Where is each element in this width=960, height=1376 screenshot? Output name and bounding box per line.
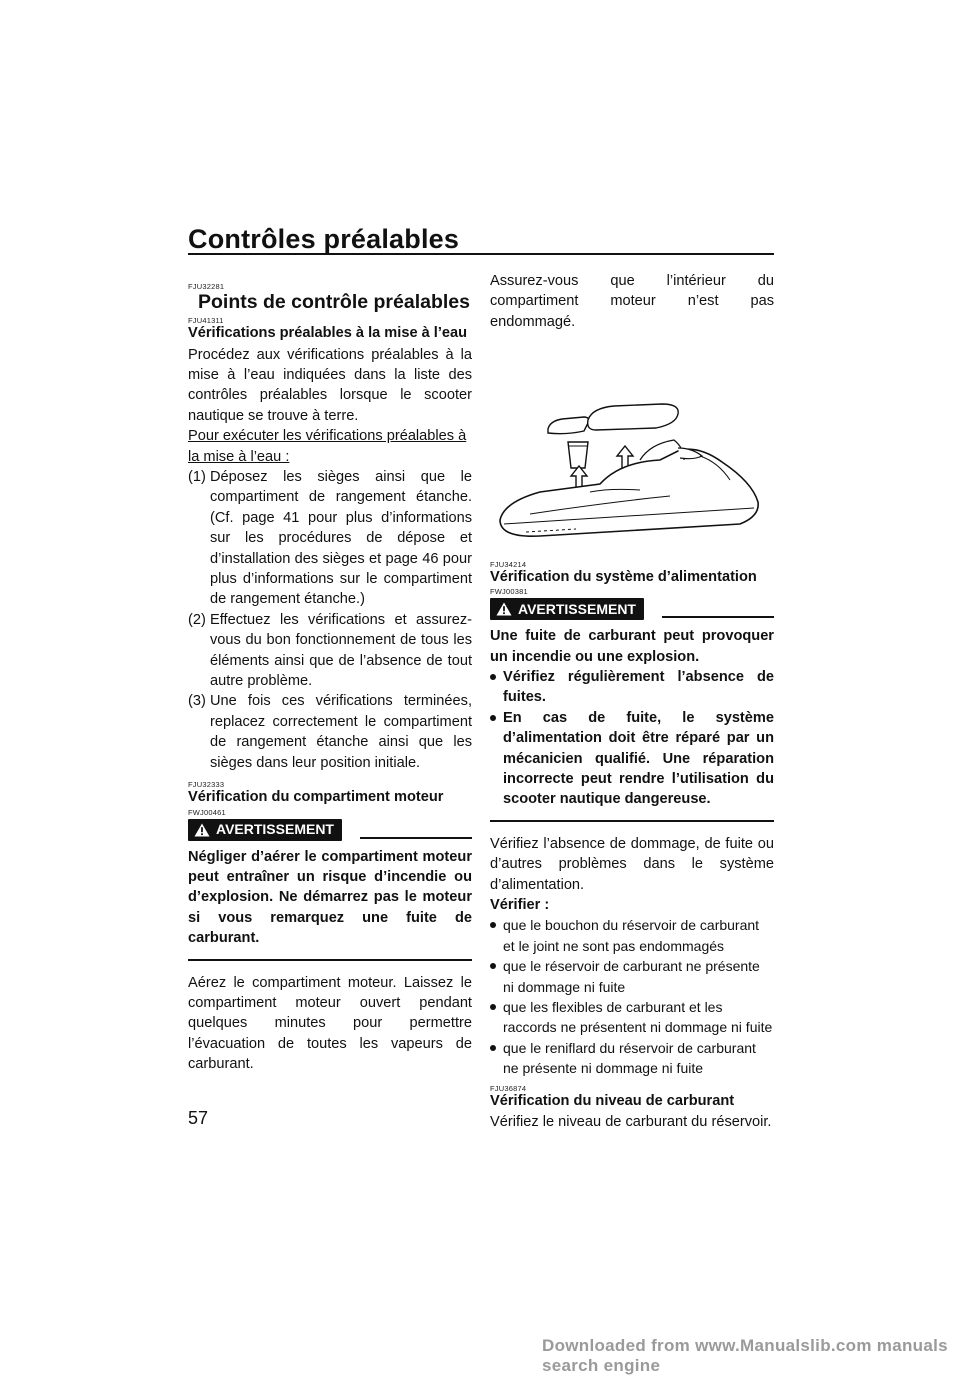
warning-bullets — [490, 667, 774, 810]
warning-triangle-icon — [496, 602, 512, 616]
list-item: que le bouchon du réservoir de carburant et le joint ne sont pas endommagés — [490, 915, 774, 956]
subsection-heading-launch: Vérifications préalables à la mise à l’eau — [188, 325, 468, 341]
section-code: FJU32281 — [188, 282, 225, 291]
warning-rule — [662, 616, 774, 618]
step-text: Effectuez les vérifications et assurez-vous du bon fonctionnement de tous les éléments ainsi que de l’absence de tout autre problème. — [210, 611, 472, 689]
right-column — [490, 271, 774, 1133]
procedure-steps — [188, 467, 472, 773]
subsection-heading-engine: Vérification du compartiment moteur — [188, 789, 444, 806]
warning-triangle-icon — [194, 823, 210, 837]
warning-code: FWJ00381 — [490, 587, 528, 597]
warning-end-rule — [188, 959, 472, 961]
verify-label: Vérifier : — [490, 897, 550, 913]
warning-header — [490, 598, 774, 620]
paragraph-ventilation: Aérez le compartiment moteur. Laissez le compartiment moteur ouvert pendant quelques minutes pour permettre l’évacuation de toutes les vapeurs de carburant. — [188, 974, 472, 1073]
warning-text: Négliger d’aérer le compartiment moteur peut entraîner un risque d’incendie ou d’explosion. Ne démarrez pas le moteur si vous remarquez une fuite de carburant. — [188, 848, 472, 947]
list-item: que le reniflard du réservoir de carburant ne présente ni dommage ni fuite — [490, 1038, 774, 1079]
warning-header — [188, 819, 472, 841]
page-number: 57 — [188, 1108, 209, 1128]
warning-rule — [360, 837, 472, 839]
step-number: (3) — [188, 693, 206, 710]
paragraph-fuel-level: Vérifiez le niveau de carburant du réservoir. — [490, 1114, 772, 1131]
warning-code: FWJ00461 — [188, 807, 226, 817]
paragraph-launch-intro: Procédez aux vérifications préalables à la mise à l’eau indiquées dans la liste des contrôles préalables lorsque le scooter nautique se trouve à terre. — [188, 346, 472, 424]
left-column — [188, 283, 472, 1075]
page-title: Contrôles préalables — [188, 224, 460, 254]
list-item: Vérifiez régulièrement l’absence de fuites. — [490, 667, 774, 708]
warning-label: AVERTISSEMENT — [518, 600, 636, 617]
subsection-code: FJU34214 — [490, 559, 527, 569]
subsection-code: FJU36874 — [490, 1083, 527, 1093]
watermark: Downloaded from www.Manualslib.com manuals search engine — [542, 1336, 948, 1375]
list-item — [188, 610, 472, 692]
subsection-heading-fuel-system: Vérification du système d’alimentation — [490, 568, 757, 585]
step-text: Déposez les sièges ainsi que le compartiment de rangement étanche. (Cf. page 41 pour plus d’informations sur les procédures de dépose et d’installation des sièges et page 46 pour plus d’informations sur le compartiment de rangement étanche.) — [210, 468, 472, 608]
warning-badge — [188, 819, 342, 841]
list-item: que les flexibles de carburant et les raccords ne présentent ni dommage ni fuite — [490, 997, 774, 1038]
procedure-label: Pour exécuter les vérifications préalables à la mise à l’eau : — [188, 428, 467, 465]
list-item — [188, 691, 472, 773]
title-divider — [188, 253, 774, 255]
verify-list — [490, 915, 774, 1078]
list-item: En cas de fuite, le système d’alimentation doit être réparé par un mécanicien qualifié. Une réparation incorrecte peut rendre l’utilisation du scooter nautique dangereuse. — [490, 708, 774, 810]
warning-badge — [490, 598, 644, 620]
warning-label: AVERTISSEMENT — [216, 821, 334, 838]
step-text: Une fois ces vérifications terminées, replacez correctement le compartiment de rangement étanche ainsi que les sièges dans leur position initiale. — [210, 693, 472, 771]
warning-text: Une fuite de carburant peut provoquer un incendie ou une explosion. — [490, 628, 774, 665]
subsection-code: FJU32333 — [188, 780, 225, 790]
warning-end-rule — [490, 820, 774, 822]
section-heading: Points de contrôle préalables — [198, 291, 470, 313]
watercraft-illustration — [490, 342, 774, 542]
paragraph-compartment: Assurez-vous que l’intérieur du compartiment moteur n’est pas endommagé. — [490, 273, 774, 330]
list-item: que le réservoir de carburant ne présente ni dommage ni fuite — [490, 956, 774, 997]
subsection-heading-fuel-level: Vérification du niveau de carburant — [490, 1092, 735, 1109]
subsection-code: FJU41311 — [188, 316, 224, 325]
step-number: (1) — [188, 468, 206, 485]
step-number: (2) — [188, 611, 206, 628]
paragraph-fuel-system: Vérifiez l’absence de dommage, de fuite ou d’autres problèmes dans le système d’alimentation. — [490, 835, 774, 893]
list-item — [188, 467, 472, 610]
